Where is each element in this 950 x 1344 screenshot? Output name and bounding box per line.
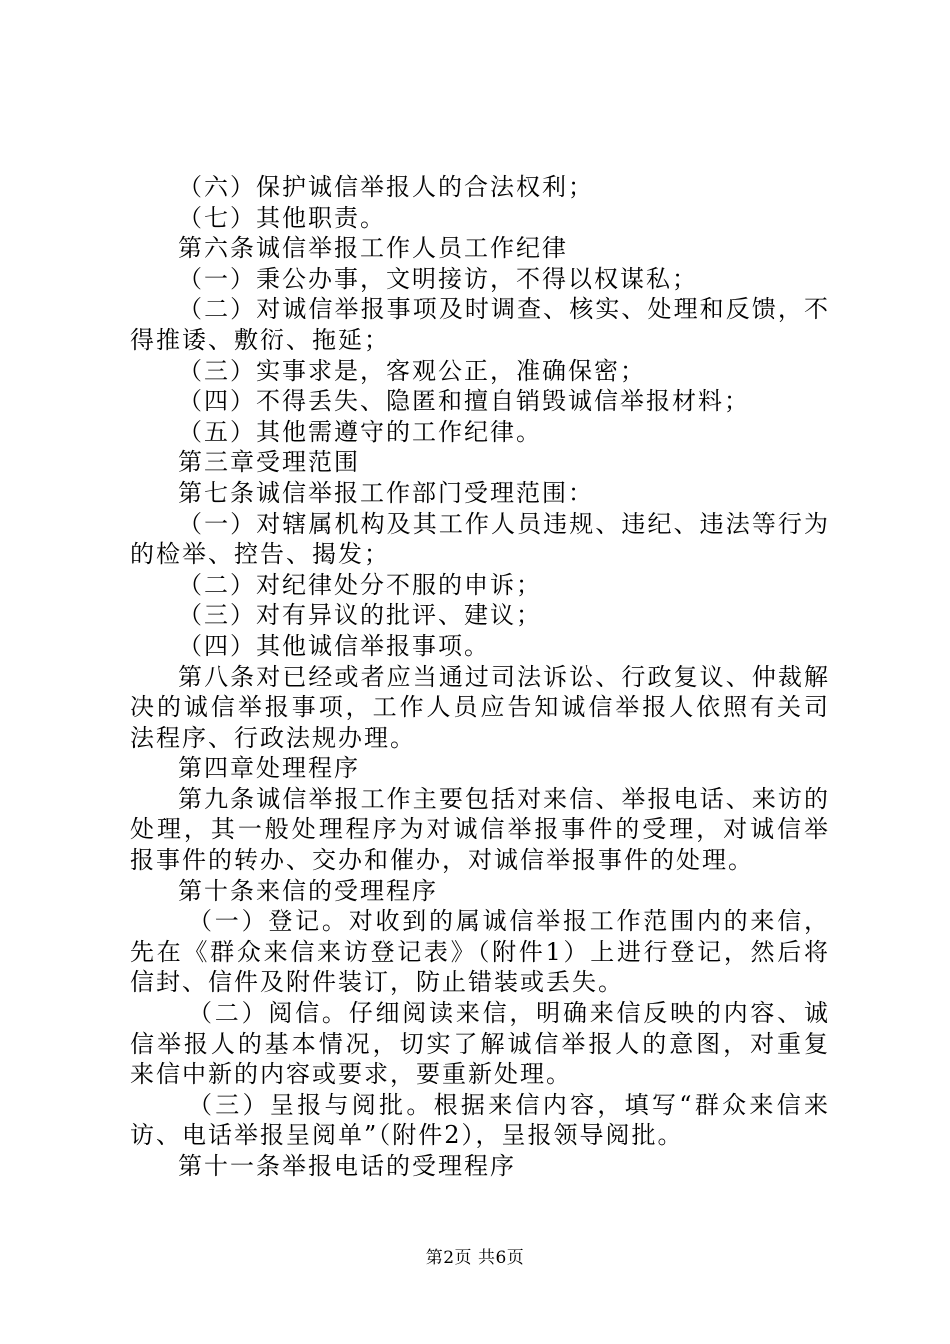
document-body: [130, 172, 830, 1182]
article-11-heading: 第十一条举报电话的受理程序: [178, 1152, 516, 1180]
article-8-paragraph: 第八条对已经或者应当通过司法诉讼、行政复议、仲裁解决的诚信举报事项，工作人员应告知诚信举报人依照有关司法程序、行政法规办理。: [130, 662, 830, 752]
paragraph-19: （一）登记。对收到的属诚信举报工作范围内的来信，先在《群众来信来访登记表》（附件1）上进行登记，然后将信封、信件及附件装订，防止错装或丢失。: [130, 907, 830, 997]
article-7-heading: 第七条诚信举报工作部门受理范围：: [178, 478, 594, 507]
paragraph-11: （一）对辖属机构及其工作人员违规、违纪、违法等行为的检举、控告、揭发；: [130, 509, 830, 569]
paragraph-5: （二）对诚信举报事项及时调查、核实、处理和反馈，不得推诿、敷衍、拖延；: [130, 295, 830, 354]
article-6-heading: 第六条诚信举报工作人员工作纪律: [178, 234, 568, 263]
chapter-3-heading: 第三章受理范围: [178, 448, 360, 477]
paragraph-6: （三）实事求是，客观公正，准确保密；: [178, 356, 646, 385]
page-number-footer: 第2页 共6页: [425, 1248, 525, 1268]
paragraph-13: （三）对有异议的批评、建议；: [178, 601, 542, 630]
paragraph-7: （四）不得丢失、隐匿和擅自销毁诚信举报材料；: [178, 387, 750, 416]
chapter-4-heading: 第四章处理程序: [178, 754, 360, 783]
article-10-heading: 第十条来信的受理程序: [178, 876, 438, 905]
paragraph-2: （七）其他职责。: [178, 203, 386, 232]
paragraph-1: （六）保护诚信举报人的合法权利；: [178, 173, 594, 201]
paragraph-12: （二）对纪律处分不服的申诉；: [178, 570, 542, 599]
paragraph-8: （五）其他需遵守的工作纪律。: [178, 417, 542, 446]
paragraph-14: （四）其他诚信举报事项。: [178, 631, 490, 660]
paragraph-4: （一）秉公办事，文明接访，不得以权谋私；: [178, 264, 698, 293]
article-9-paragraph: 第九条诚信举报工作主要包括对来信、举报电话、来访的处理，其一般处理程序为对诚信举报事件的受理，对诚信举报事件的转办、交办和催办，对诚信举报事件的处理。: [130, 784, 830, 875]
paragraph-20: （二）阅信。仔细阅读来信，明确来信反映的内容、诚信举报人的基本情况，切实了解诚信举报人的意图，对重复来信中新的内容或要求，要重新处理。: [130, 999, 830, 1089]
paragraph-21: （三）呈报与阅批。根据来信内容，填写“群众来信来访、电话举报呈阅单”（附件2），呈报领导阅批。: [130, 1090, 830, 1150]
